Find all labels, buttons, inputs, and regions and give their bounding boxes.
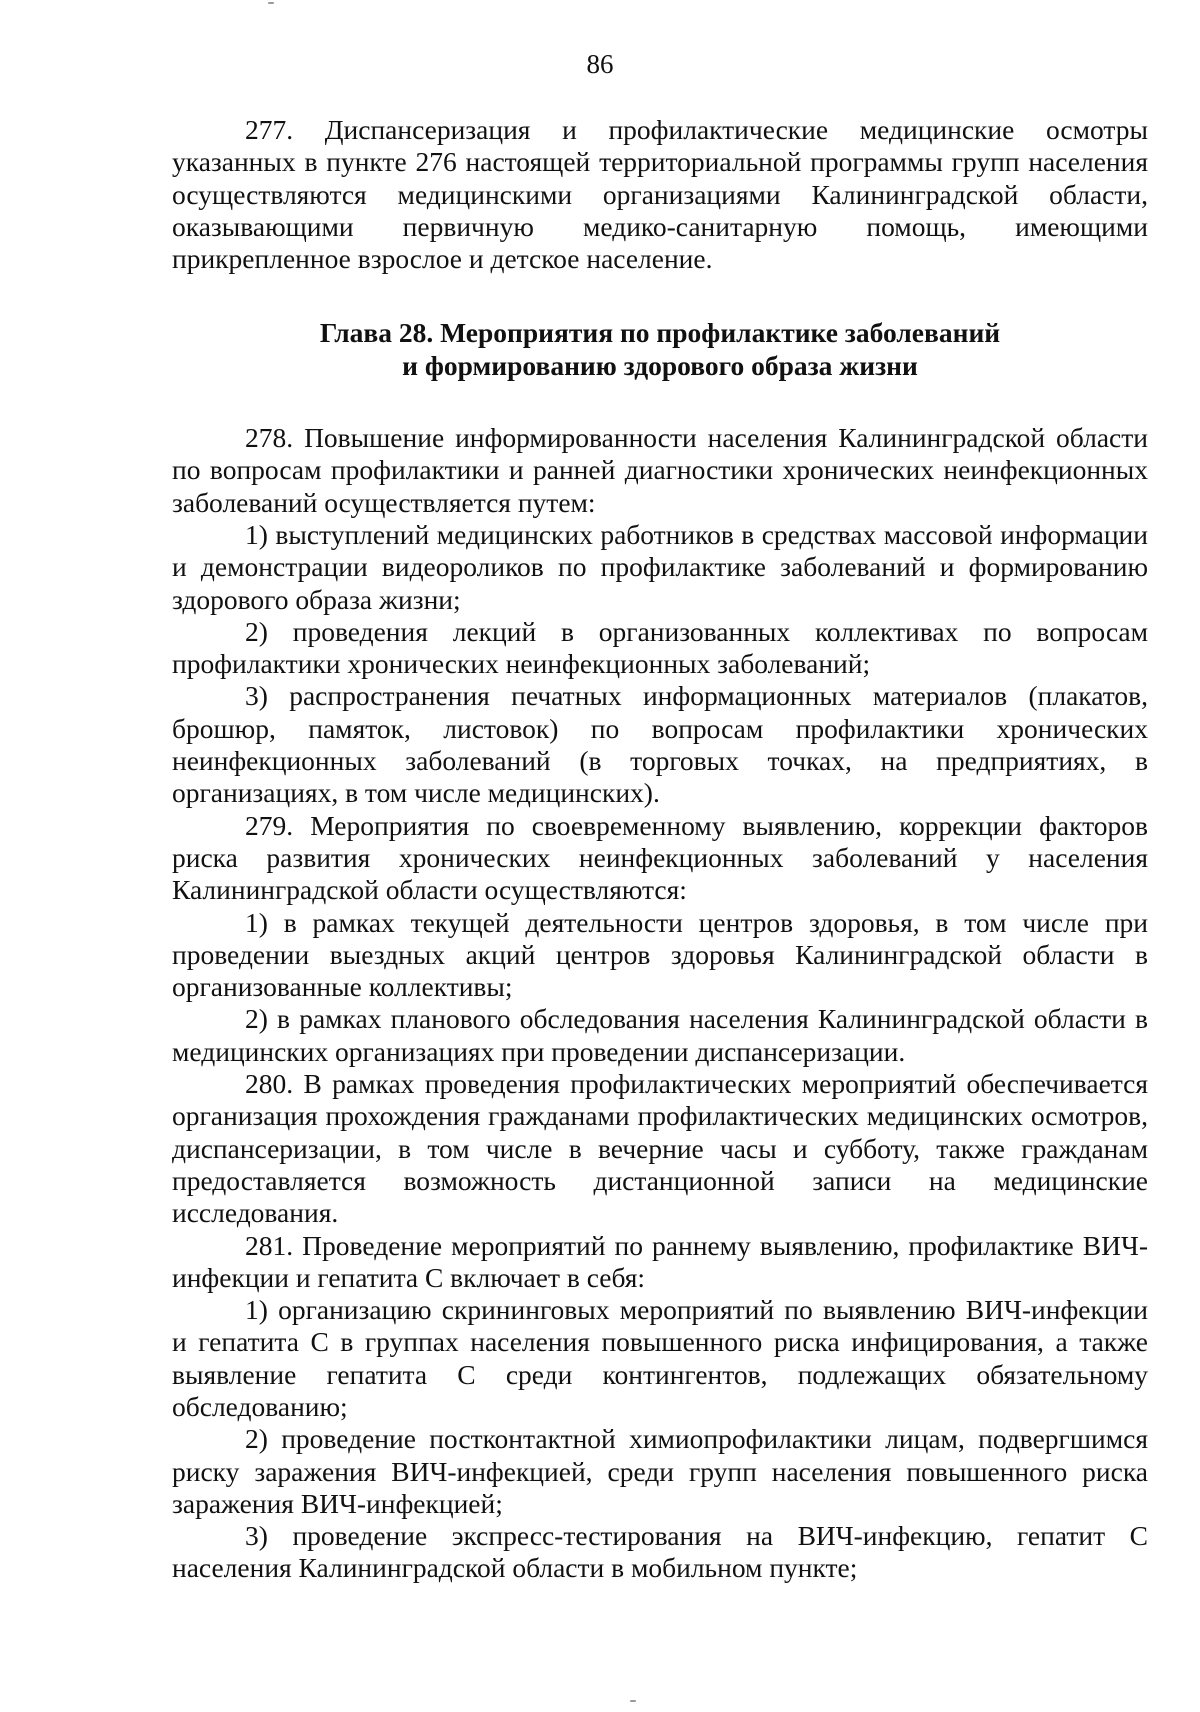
document-body xyxy=(172,114,1148,1585)
paragraph-279-item-2: 2) в рамках планового обследования населения Калининградской области в медицинских организациях при проведении диспансеризации. xyxy=(172,1003,1148,1067)
scan-artifact xyxy=(630,1700,636,1702)
paragraph-278-item-1: 1) выступлений медицинских работников в средствах массовой информации и демонстрации видеороликов по профилактике заболеваний и формированию здорового образа жизни; xyxy=(172,518,1148,615)
chapter-heading-line-2: и формированию здорового образа жизни xyxy=(402,349,918,381)
paragraph-277: 277. Диспансеризация и профилактические медицинские осмотры указанных в пункте 276 настоящей территориальной программы групп населения осуществляются медицинскими организациями Калининградской области, оказывающими первичную медико-санитарную помощь, имеющими прикрепленное взрослое и детское население. xyxy=(172,114,1148,275)
chapter-heading xyxy=(172,317,1148,382)
paragraph-279-item-1: 1) в рамках текущей деятельности центров здоровья, в том числе при проведении выездных акций центров здоровья Калининградской области в организованные коллективы; xyxy=(172,906,1148,1003)
paragraph-281: 281. Проведение мероприятий по раннему выявлению, профилактике ВИЧ-инфекции и гепатита С включает в себя: xyxy=(172,1229,1148,1293)
scan-artifact xyxy=(268,2,274,4)
paragraph-281-item-3: 3) проведение экспресс-тестирования на ВИЧ-инфекцию, гепатит С населения Калининградской области в мобильном пункте; xyxy=(172,1520,1148,1584)
paragraph-278-item-3: 3) распространения печатных информационных материалов (плакатов, брошюр, памяток, листовок) по вопросам профилактики хронических неинфекционных заболеваний (в торговых точках, на предприятиях, в организациях, в том числе медицинских). xyxy=(172,680,1148,809)
paragraph-279: 279. Мероприятия по своевременному выявлению, коррекции факторов риска развития хронических неинфекционных заболеваний у населения Калининградской области осуществляются: xyxy=(172,809,1148,906)
chapter-heading-line-1: Глава 28. Мероприятия по профилактике заболеваний xyxy=(319,317,1001,349)
paragraph-280: 280. В рамках проведения профилактических мероприятий обеспечивается организация прохождения гражданами профилактических медицинских осмотров, диспансеризации, в том числе в вечерние часы и субботу, также гражданам предоставляется возможность дистанционной записи на медицинские исследования. xyxy=(172,1068,1148,1229)
page-number: 86 xyxy=(586,49,614,79)
paragraph-278-item-2: 2) проведения лекций в организованных коллективах по вопросам профилактики хронических неинфекционных заболеваний; xyxy=(172,615,1148,680)
paragraph-281-item-2: 2) проведение постконтактной химиопрофилактики лицам, подвергшимся риску заражения ВИЧ-инфекцией, среди групп населения повышенного риска заражения ВИЧ-инфекцией; xyxy=(172,1423,1148,1519)
paragraph-281-item-1: 1) организацию скрининговых мероприятий по выявлению ВИЧ-инфекции и гепатита С в группах населения повышенного риска инфицирования, а также выявление гепатита С среди контингентов, подлежащих обязательному обследованию; xyxy=(172,1294,1148,1422)
paragraph-278: 278. Повышение информированности населения Калининградской области по вопросам профилактики и ранней диагностики хронических неинфекционных заболеваний осуществляется путем: xyxy=(172,422,1148,518)
